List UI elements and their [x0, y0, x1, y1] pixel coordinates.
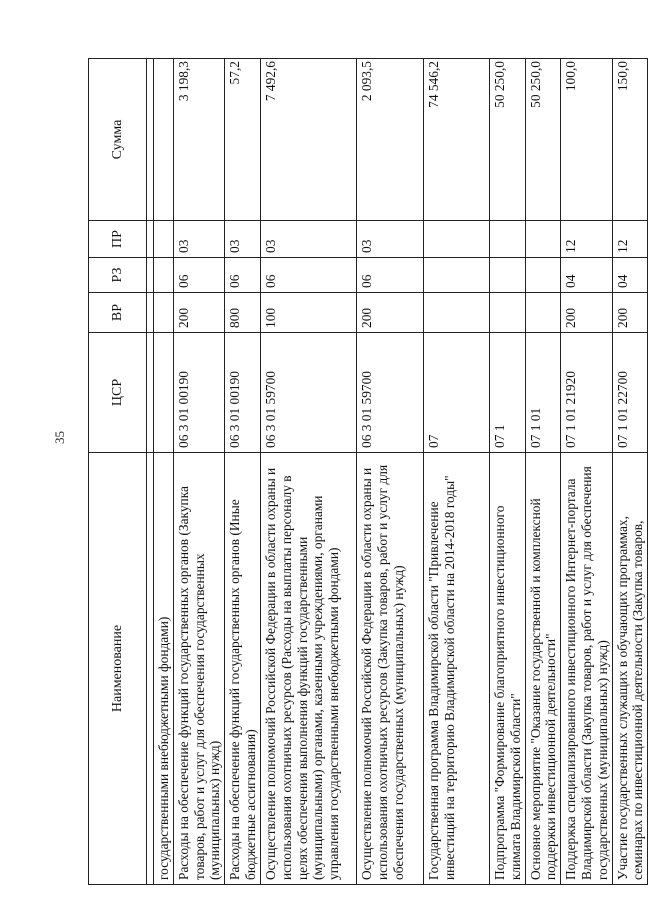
row-rz: 06 — [173, 258, 224, 293]
row-name: Расходы на обеспечение функций государственных органов (Закупка товаров, работ и услуг для обеспечения государственных (муниципальных) нужд) — [173, 453, 224, 885]
row-vr — [423, 293, 489, 333]
row-rz: 04 — [561, 258, 612, 293]
row-vr: 200 — [173, 293, 224, 333]
row-csr: 07 1 01 21920 — [561, 333, 612, 453]
row-pr — [423, 221, 489, 258]
header-pr: ПР — [89, 221, 147, 258]
row-pr — [525, 221, 561, 258]
table-row — [154, 59, 174, 885]
row-csr: 06 3 01 59700 — [356, 333, 423, 453]
header-name: Наименование — [89, 453, 147, 885]
row-sum: 100,0 — [561, 59, 612, 221]
budget-table-wrapper — [88, 59, 646, 885]
row-csr: 06 3 01 00190 — [225, 333, 261, 453]
row-rz: 04 — [612, 258, 648, 293]
row-csr: 06 3 01 59700 — [260, 333, 356, 453]
row-name: Государственная программа Владимирской области "Привлечение инвестиций на территорию Владимирской области на 2014-2018 годы" — [423, 453, 489, 885]
table-row — [356, 59, 423, 885]
row-vr: 200 — [561, 293, 612, 333]
row-sum: 150,0 — [612, 59, 648, 221]
row-sum: 50 250,0 — [489, 59, 525, 221]
row-csr: 07 1 — [489, 333, 525, 453]
table-row — [225, 59, 261, 885]
header-rz: РЗ — [89, 258, 147, 293]
row-sum: 2 093,5 — [356, 59, 423, 221]
row-csr: 07 1 01 — [525, 333, 561, 453]
row-name: государственными внебюджетными фондами) — [154, 453, 174, 885]
header-spacer-row — [147, 59, 154, 885]
table-row — [489, 59, 525, 885]
row-csr: 06 3 01 00190 — [173, 333, 224, 453]
row-name: Подпрограмма "Формирование благоприятного инвестиционного климата Владимирской области" — [489, 453, 525, 885]
row-name: Расходы на обеспечение функций государственных органов (Иные бюджетные ассигнования) — [225, 453, 261, 885]
table-row — [423, 59, 489, 885]
header-vr: ВР — [89, 293, 147, 333]
row-pr: 03 — [260, 221, 356, 258]
table-row — [561, 59, 612, 885]
row-pr: 12 — [561, 221, 612, 258]
row-sum: 74 546,2 — [423, 59, 489, 221]
row-vr — [489, 293, 525, 333]
row-pr — [154, 221, 174, 258]
row-vr: 200 — [356, 293, 423, 333]
row-pr: 03 — [173, 221, 224, 258]
row-pr: 03 — [225, 221, 261, 258]
table-row — [612, 59, 648, 885]
row-sum: 3 198,3 — [173, 59, 224, 221]
row-rz — [154, 258, 174, 293]
row-sum: 57,2 — [225, 59, 261, 221]
header-sum: Сумма — [89, 59, 147, 221]
row-vr — [525, 293, 561, 333]
row-pr: 03 — [356, 221, 423, 258]
row-vr: 800 — [225, 293, 261, 333]
row-sum — [154, 59, 174, 221]
row-name: Осуществление полномочий Российской Федерации в области охраны и использования охотничьих ресурсов (Закупка товаров, работ и услуг для обеспечения государственных (муниципальных) нужд) — [356, 453, 423, 885]
row-rz — [525, 258, 561, 293]
row-name: Осуществление полномочий Российской Федерации в области охраны и использования охотничьих ресурсов (Расходы на выплаты персоналу в целях обеспечения выполнения функций государственными (муниципальными) органами, казенными учреждениями, органами управления государственными внебюджетными фондами) — [260, 453, 356, 885]
row-vr — [154, 293, 174, 333]
row-rz — [423, 258, 489, 293]
table-row — [525, 59, 561, 885]
header-csr: ЦСР — [89, 333, 147, 453]
row-rz: 06 — [260, 258, 356, 293]
row-rz — [489, 258, 525, 293]
row-csr: 07 — [423, 333, 489, 453]
row-vr: 200 — [612, 293, 648, 333]
budget-table — [88, 58, 648, 885]
row-sum: 7 492,6 — [260, 59, 356, 221]
row-sum: 50 250,0 — [525, 59, 561, 221]
row-name: Участие государственных служащих в обучающих программах, семинарах по инвестиционной деятельности (Закупка товаров, — [612, 453, 648, 885]
table-row — [173, 59, 224, 885]
row-csr: 07 1 01 22700 — [612, 333, 648, 453]
header-row — [89, 59, 147, 885]
page-number: 35 — [52, 431, 67, 444]
row-pr — [489, 221, 525, 258]
row-rz: 06 — [225, 258, 261, 293]
table-row — [260, 59, 356, 885]
row-name: Поддержка специализированного инвестиционного Интернет-портала Владимирской области (Закупка товаров, работ и услуг для обеспечения государственных (муниципальных) нужд) — [561, 453, 612, 885]
row-vr: 100 — [260, 293, 356, 333]
row-rz: 06 — [356, 258, 423, 293]
row-csr — [154, 333, 174, 453]
row-name: Основное мероприятие "Оказание государственной и комплексной поддержки инвестиционной деятельности" — [525, 453, 561, 885]
row-pr: 12 — [612, 221, 648, 258]
